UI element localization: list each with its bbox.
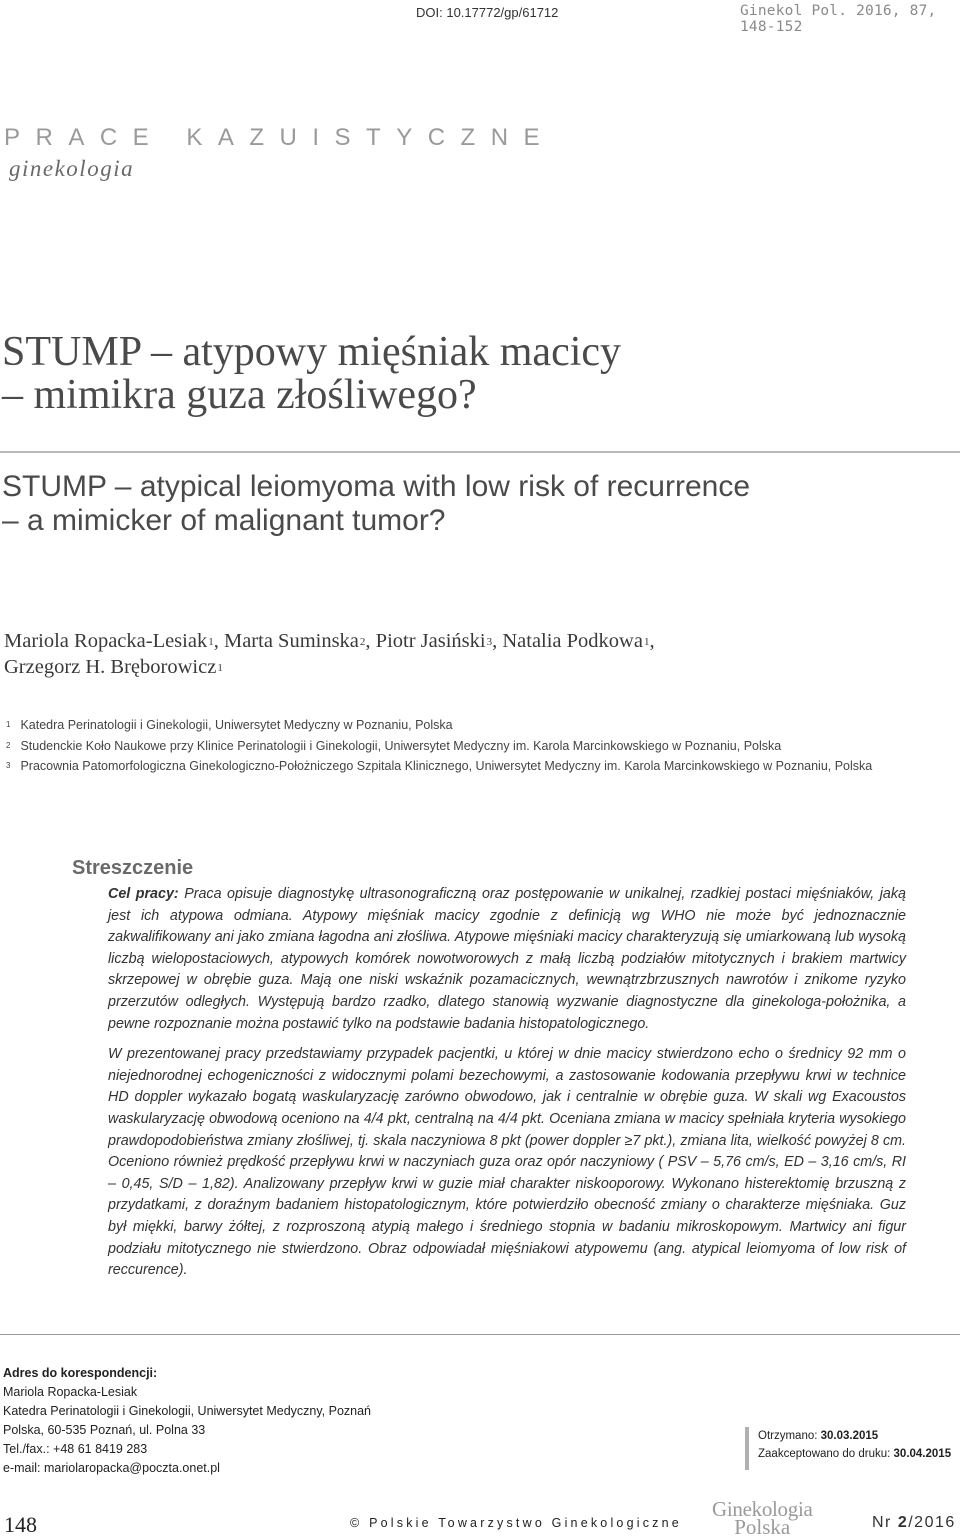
affiliation-list	[6, 715, 872, 777]
author-affiliation-mark: 3	[486, 636, 493, 648]
affiliation-text: Pracownia Patomorfologiczna Ginekologiczno-Położniczego Szpitala Klinicznego, Uniwersytet Medyczny im. Karola Marcinkowskiego w Poznaniu, Polska	[20, 759, 873, 773]
dates-block	[758, 1427, 951, 1463]
issue-year: /2016	[908, 1514, 956, 1531]
author-name: Piotr Jasiński	[375, 630, 486, 652]
affiliation-number: 1	[6, 720, 11, 729]
correspondence-line: Polska, 60-535 Poznań, ul. Polna 33	[3, 1423, 206, 1437]
title-polish-line-2: – mimikra guza złośliwego?	[2, 372, 477, 418]
doi: DOI: 10.17772/gp/61712	[416, 5, 559, 20]
author-list	[4, 628, 655, 680]
abstract-paragraph-text: Praca opisuje diagnostykę ultrasonograficzną oraz postępowanie w unikalnej, rzadkiej postaci mięśniaków, jaką jest ich atypowa odmiana. Atypowy mięśniak macicy zgodnie z definicją wg WHO nie może być jednoznacznie zakwalifikowany ani jako zmiana łagodna ani złośliwa. Atypowe mięśniaki macicy charakteryzują się umiarkowaną lub wysoką liczbą wielopostaciowych, atypowych komórek nowotworowych z małą liczbą podziałów mitotycznych i brakiem martwicy skrzepowej w obrębie guza. Mają one niski wskaźnik pozamacicznych, wewnątrzbrzusznych nawrotów i znikome ryzyko przerzutów odległych. Występują bardzo rzadko, dlatego stanowią wyzwanie diagnostyczne dla ginekologa-położnika, a pewne rozpoznanie można postawić tylko na podstawie badania histopatologicznego.	[108, 886, 906, 1032]
correspondence-line: Katedra Perinatologii i Ginekologii, Uniwersytet Medyczny, Poznań	[3, 1404, 372, 1418]
author-name: Natalia Podkowa	[502, 630, 643, 652]
correspondence-email: e-mail: mariolaropacka@poczta.onet.pl	[3, 1461, 220, 1475]
title-english-line-2: – a mimicker of malignant tumor?	[2, 504, 446, 537]
section-label: PRACE KAZUISTYCZNE	[4, 124, 556, 151]
accepted-value: 30.04.2015	[893, 1448, 952, 1460]
author-separator: ,	[365, 630, 376, 652]
author-affiliation-mark: 1	[217, 662, 223, 674]
title-divider	[0, 451, 960, 453]
section-subcategory: ginekologia	[9, 156, 135, 181]
footer-divider	[0, 1334, 960, 1335]
correspondence-heading: Adres do korespondencji:	[3, 1366, 158, 1380]
affiliation-item	[6, 736, 872, 757]
abstract-paragraph-1	[108, 884, 906, 1035]
abstract-heading: Streszczenie	[72, 857, 194, 879]
author-separator: ,	[649, 630, 655, 652]
affiliation-number: 2	[6, 740, 11, 750]
accepted-date	[758, 1445, 951, 1463]
abstract-paragraph-2: W prezentowanej pracy przedstawiamy przypadek pacjentki, u której w dnie macicy stwierdzono echo o średnicy 92 mm o niejednorodnej echogeniczności z widocznymi polami bezechowymi, a zastosowanie kodowania przepływu krwi w technice HD doppler wykazało bogatą waskularyzację zarówno obwodowo, jak i centralnie w obrębie guza. W skali wg Exacoustos waskularyzację obwodową oceniono na 4/4 pkt, centralną na 4/4 pkt. Oceniana zmiana w macicy spełniała kryteria wysokiego prawdopodobieństwa zmiany złośliwej, tj. skala naczyniowa 8 pkt (power doppler ≥7 pkt.), zmiana lita, wielkość powyżej 8 cm. Oceniono również prędkość przepływu krwi w naczyniach guza oraz opór naczyniowy ( PSV – 5,76 cm/s, ED – 3,16 cm/s, RI – 0,45, S/D – 1,82). Analizowany przepływ krwi w guzie miał charakter niskooporowy. Wykonano histerektomię brzuszną z przydatkami, z doraźnym badaniem histopatologicznym, które potwierdziło obecność zmiany o charakterze mięśniaka. Guz był miękki, barwy żółtej, z rozproszoną atypią małego i średniego stopnia w badaniu mikroskopowym. Martwicy ani figur podziału mitotycznego nie stwierdzono. Obraz odpowiadał mięśniakowi atypowemu (ang. atypical leiomyoma of low risk of reccurence).	[108, 1046, 906, 1279]
author-line-2	[4, 654, 655, 680]
correspondence-line: Mariola Ropacka-Lesiak	[3, 1385, 138, 1399]
issue-prefix: Nr	[872, 1514, 898, 1531]
dates-accent-bar	[745, 1427, 749, 1470]
author-name: Marta Suminska	[223, 630, 359, 652]
author-separator: ,	[213, 630, 224, 652]
title-polish-line-1: STUMP – atypowy mięśniak macicy	[2, 329, 622, 375]
journal-logo-line-2: Polska	[734, 1515, 791, 1539]
received-date	[758, 1427, 951, 1445]
author-separator: ,	[492, 630, 503, 652]
abstract-body	[108, 884, 906, 1291]
affiliation-item	[6, 715, 872, 736]
abstract-lead: Cel pracy:	[108, 886, 179, 902]
received-label: Otrzymano:	[758, 1430, 821, 1442]
journal-logo-line-1: Ginekologia	[712, 1497, 813, 1521]
affiliation-text: Studenckie Koło Naukowe przy Klinice Perinatologii i Ginekologii, Uniwersytet Medyczny im. Karola Marcinkowskiego w Poznaniu, Polska	[20, 738, 782, 753]
author-affiliation-mark: 2	[359, 636, 366, 648]
author-affiliation-mark: 1	[643, 636, 650, 648]
author-name: Mariola Ropacka-Lesiak	[4, 630, 208, 652]
title-english-line-1: STUMP – atypical leiomyoma with low risk of recurrence	[2, 470, 751, 503]
author-line-1	[4, 628, 655, 654]
correspondence-line: Tel./fax.: +48 61 8419 283	[3, 1442, 148, 1456]
received-value: 30.03.2015	[820, 1430, 879, 1442]
page-number: 148	[4, 1512, 37, 1537]
author-affiliation-mark: 1	[208, 636, 214, 648]
accepted-label: Zaakceptowano do druku:	[758, 1448, 894, 1460]
affiliation-item	[6, 756, 872, 777]
affiliation-number: 3	[6, 761, 11, 770]
issue-number	[872, 1514, 956, 1532]
title-english	[2, 470, 750, 538]
journal-logo	[712, 1497, 813, 1539]
society-copyright: © Polskie Towarzystwo Ginekologiczne	[350, 1516, 682, 1530]
title-polish	[2, 331, 621, 417]
author-name: Grzegorz H. Bręborowicz	[4, 656, 217, 678]
journal-reference: Ginekol Pol. 2016, 87, 148-152	[740, 3, 937, 35]
issue-num: 2	[897, 1514, 909, 1531]
correspondence-block	[3, 1364, 371, 1478]
affiliation-text: Katedra Perinatologii i Ginekologii, Uniwersytet Medyczny w Poznaniu, Polska	[20, 718, 453, 732]
